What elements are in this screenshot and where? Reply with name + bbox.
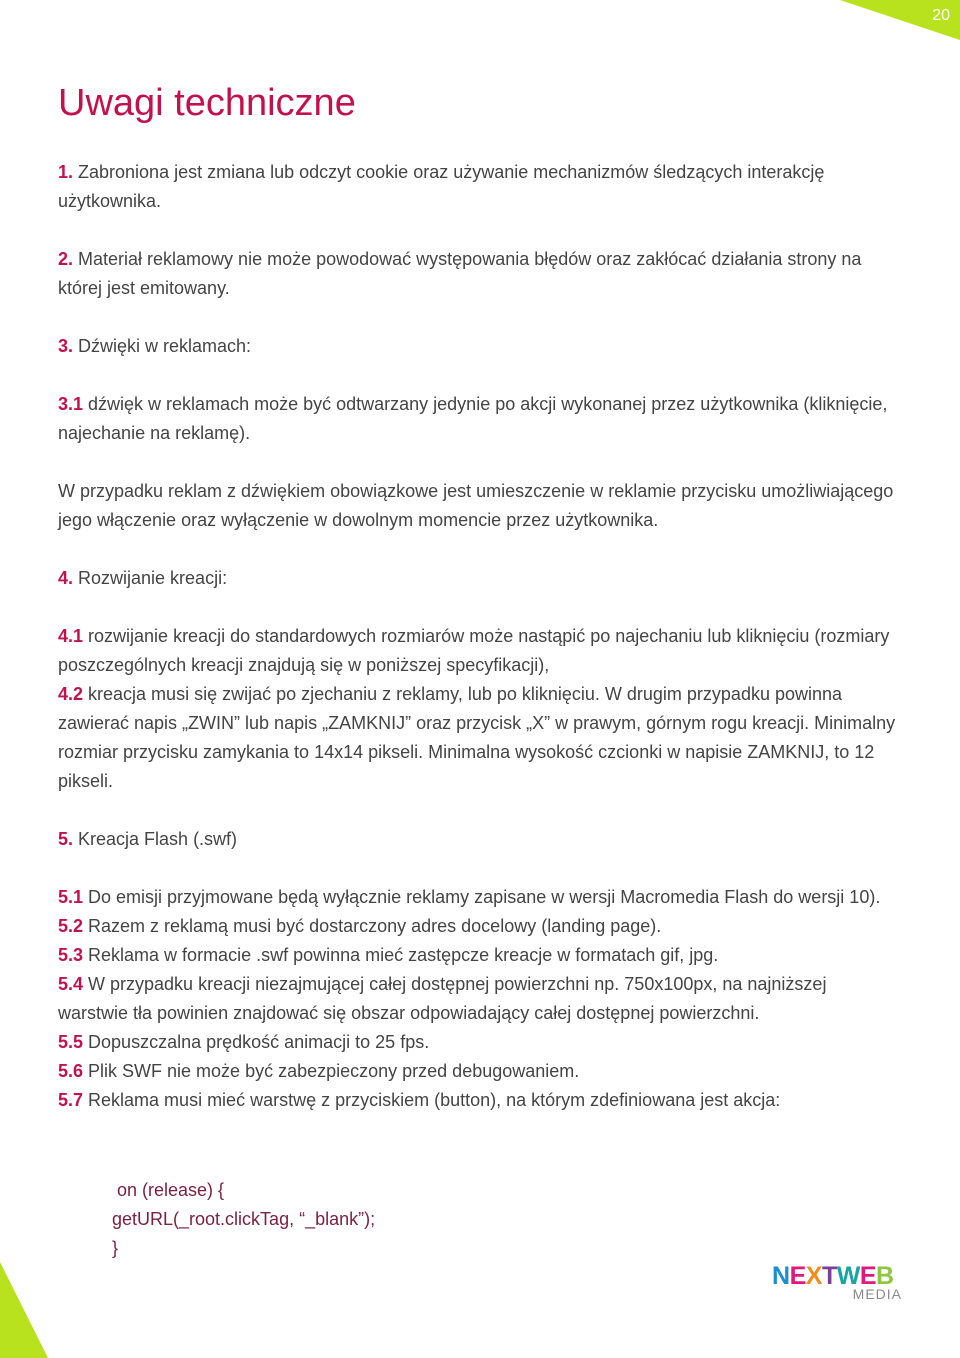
item-text: Dopuszczalna prędkość animacji to 25 fps.: [83, 1032, 430, 1052]
item-number: 5.3: [58, 945, 84, 965]
list-item: [58, 883, 898, 912]
item-text: Do emisji przyjmowane będą wyłącznie reklamy zapisane w wersji Macromedia Flash do wersji 10).: [83, 887, 881, 907]
list-item: [58, 941, 898, 970]
item-number: 2.: [58, 249, 74, 269]
item-text: Rozwijanie kreacji:: [73, 568, 228, 588]
list-item: [58, 158, 898, 216]
item-number: 1.: [58, 162, 74, 182]
logo-letter: T: [821, 1262, 837, 1290]
list-item: [58, 1086, 898, 1115]
item-number: 3.: [58, 336, 74, 356]
item-text: Materiał reklamowy nie może powodować występowania błędów oraz zakłócać działania strony na której jest emitowany.: [58, 249, 862, 298]
item-number: 5.5: [58, 1032, 84, 1052]
item-text: Dźwięki w reklamach:: [73, 336, 252, 356]
logo-letter: W: [836, 1262, 860, 1290]
list-item: [58, 390, 898, 448]
item-number: 4.1: [58, 626, 84, 646]
corner-decoration: [0, 1262, 48, 1358]
item-text: Razem z reklamą musi być dostarczony adres docelowy (landing page).: [83, 916, 662, 936]
section-heading: [58, 825, 898, 854]
list-item: [58, 970, 898, 1028]
list-item: [58, 1057, 898, 1086]
item-number: 5.1: [58, 887, 84, 907]
item-text: rozwijanie kreacji do standardowych rozmiarów może nastąpić po najechaniu lub kliknięciu (rozmiary poszczególnych kreacji znajdują się w poniższej specyfikacji),: [58, 626, 890, 675]
item-number: 4.2: [58, 684, 84, 704]
section-heading: [58, 332, 898, 361]
logo-letter: E: [789, 1262, 806, 1290]
list-item: [58, 680, 898, 796]
code-line: on (release) {: [117, 1180, 225, 1200]
code-line: }: [112, 1238, 119, 1258]
item-number: 5.4: [58, 974, 84, 994]
item-number: 5.6: [58, 1061, 84, 1081]
item-text: kreacja musi się zwijać po zjechaniu z reklamy, lub po kliknięciu. W drugim przypadku powinna zawierać napis „ZWIN” lub napis „ZAMKNIJ” oraz przycisk „X” w prawym, górnym rogu kreacji. Minimalny rozmiar przycisku zamykania to 14x14 pikseli. Minimalna wysokość czcionki w napisie ZAMKNIJ, to 12 pikseli.: [58, 684, 896, 791]
logo-letter: X: [805, 1262, 822, 1290]
document-body: [58, 158, 898, 1115]
logo-subtitle: MEDIA: [852, 1286, 902, 1302]
code-line: getURL(_root.clickTag, “_blank”);: [112, 1209, 376, 1229]
nextweb-logo: [772, 1262, 904, 1304]
item-text: W przypadku kreacji niezajmującej całej dostępnej powierzchni np. 750x100px, na najniższej warstwie tła powinien znajdować się obszar odpowiadający całej dostępnej powierzchni.: [58, 974, 827, 1023]
item-number: 5.2: [58, 916, 84, 936]
item-text: Reklama w formacie .swf powinna mieć zastępcze kreacje w formatach gif, jpg.: [83, 945, 719, 965]
list-item: [58, 912, 898, 941]
list-item: [58, 1028, 898, 1057]
logo-letter: E: [859, 1262, 877, 1290]
code-snippet: [112, 1176, 375, 1263]
item-text: Plik SWF nie może być zabezpieczony przed debugowaniem.: [83, 1061, 580, 1081]
list-item: [58, 622, 898, 680]
item-text: Kreacja Flash (.swf): [73, 829, 238, 849]
page-title: Uwagi techniczne: [58, 82, 356, 124]
page-number: 20: [932, 7, 950, 24]
item-number: 4.: [58, 568, 74, 588]
item-text: dźwięk w reklamach może być odtwarzany jedynie po akcji wykonanej przez użytkownika (kliknięcie, najechanie na reklamę).: [58, 394, 888, 443]
item-text: Zabroniona jest zmiana lub odczyt cookie oraz używanie mechanizmów śledzących interakcję użytkownika.: [58, 162, 825, 211]
logo-letter: N: [772, 1262, 790, 1290]
section-heading: [58, 564, 898, 593]
item-text: Reklama musi mieć warstwę z przyciskiem (button), na którym zdefiniowana jest akcja:: [83, 1090, 781, 1110]
logo-letter: B: [876, 1262, 894, 1290]
item-number: 3.1: [58, 394, 84, 414]
item-number: 5.7: [58, 1090, 84, 1110]
paragraph: W przypadku reklam z dźwiękiem obowiązkowe jest umieszczenie w reklamie przycisku umożliwiającego jego włączenie oraz wyłączenie w dowolnym momencie przez użytkownika.: [58, 481, 894, 530]
list-item: [58, 245, 898, 303]
item-number: 5.: [58, 829, 74, 849]
